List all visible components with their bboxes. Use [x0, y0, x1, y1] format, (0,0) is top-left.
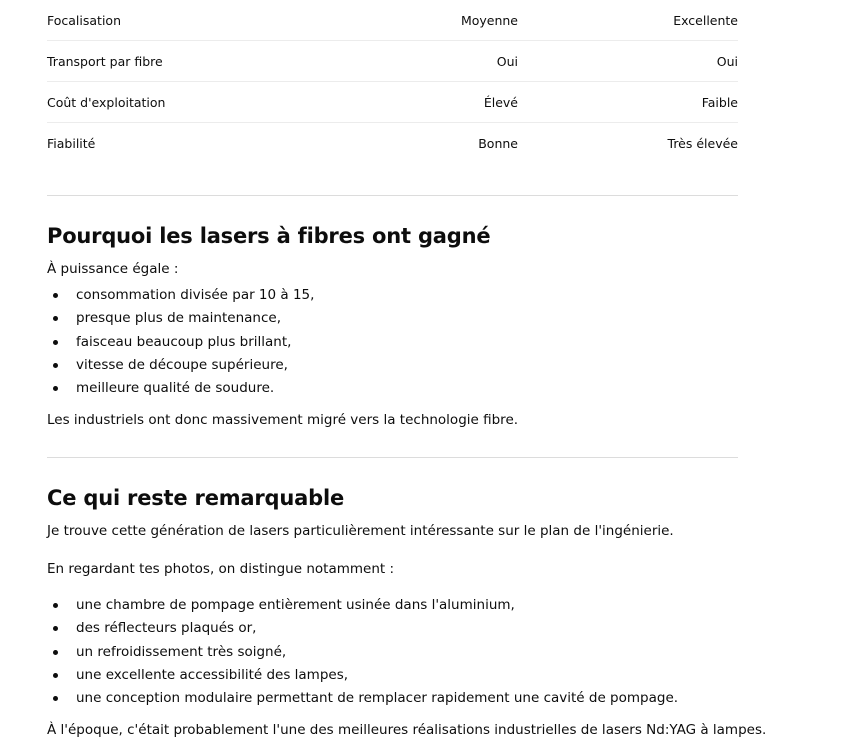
paragraph: À l'époque, c'était probablement l'une des meilleures réalisations industrielles de lasers Nd:YAG à lampes.	[47, 722, 767, 738]
table-cell-value: Oui	[518, 41, 738, 82]
table-row	[47, 0, 738, 41]
list-item: une conception modulaire permettant de remplacer rapidement une cavité de pompage.	[47, 687, 678, 710]
list-item: une chambre de pompage entièrement usinée dans l'aluminium,	[47, 594, 678, 617]
list-item: faisceau beaucoup plus brillant,	[47, 331, 314, 354]
list-item: un refroidissement très soigné,	[47, 641, 678, 664]
comparison-table	[47, 0, 738, 163]
section-heading: Pourquoi les lasers à fibres ont gagné	[47, 224, 491, 248]
paragraph: Je trouve cette génération de lasers particulièrement intéressante sur le plan de l'ingénierie.	[47, 523, 674, 539]
paragraph: Les industriels ont donc massivement migré vers la technologie fibre.	[47, 412, 519, 428]
table-cell-value: Excellente	[518, 0, 738, 41]
list-item: presque plus de maintenance,	[47, 307, 314, 330]
table-row	[47, 82, 738, 123]
table-cell-criterion: Coût d'exploitation	[47, 82, 347, 123]
list-item: des réflecteurs plaqués or,	[47, 617, 678, 640]
table-cell-value: Très élevée	[667, 135, 738, 151]
list-item: consommation divisée par 10 à 15,	[47, 284, 314, 307]
table-cell-value: Faible	[518, 82, 738, 123]
table-cell-criterion: Fiabilité	[47, 135, 96, 151]
bullet-list	[47, 284, 314, 400]
table-cell-value: Élevé	[347, 82, 518, 123]
table-cell-value: Oui	[347, 41, 518, 82]
paragraph: En regardant tes photos, on distingue notamment :	[47, 561, 395, 577]
table-row	[47, 41, 738, 82]
section-divider	[47, 457, 738, 458]
table-row	[47, 123, 738, 164]
bullet-list	[47, 594, 678, 710]
table-cell-value: Moyenne	[347, 0, 518, 41]
list-item: une excellente accessibilité des lampes,	[47, 664, 678, 687]
document-content	[47, 0, 767, 738]
table-cell-criterion: Transport par fibre	[47, 41, 347, 82]
section-heading: Ce qui reste remarquable	[47, 486, 344, 510]
table-cell-criterion: Focalisation	[47, 0, 347, 41]
list-item: vitesse de découpe supérieure,	[47, 354, 314, 377]
paragraph: À puissance égale :	[47, 261, 179, 277]
section-divider	[47, 195, 738, 196]
list-item: meilleure qualité de soudure.	[47, 377, 314, 400]
table-cell-value: Bonne	[478, 135, 518, 151]
